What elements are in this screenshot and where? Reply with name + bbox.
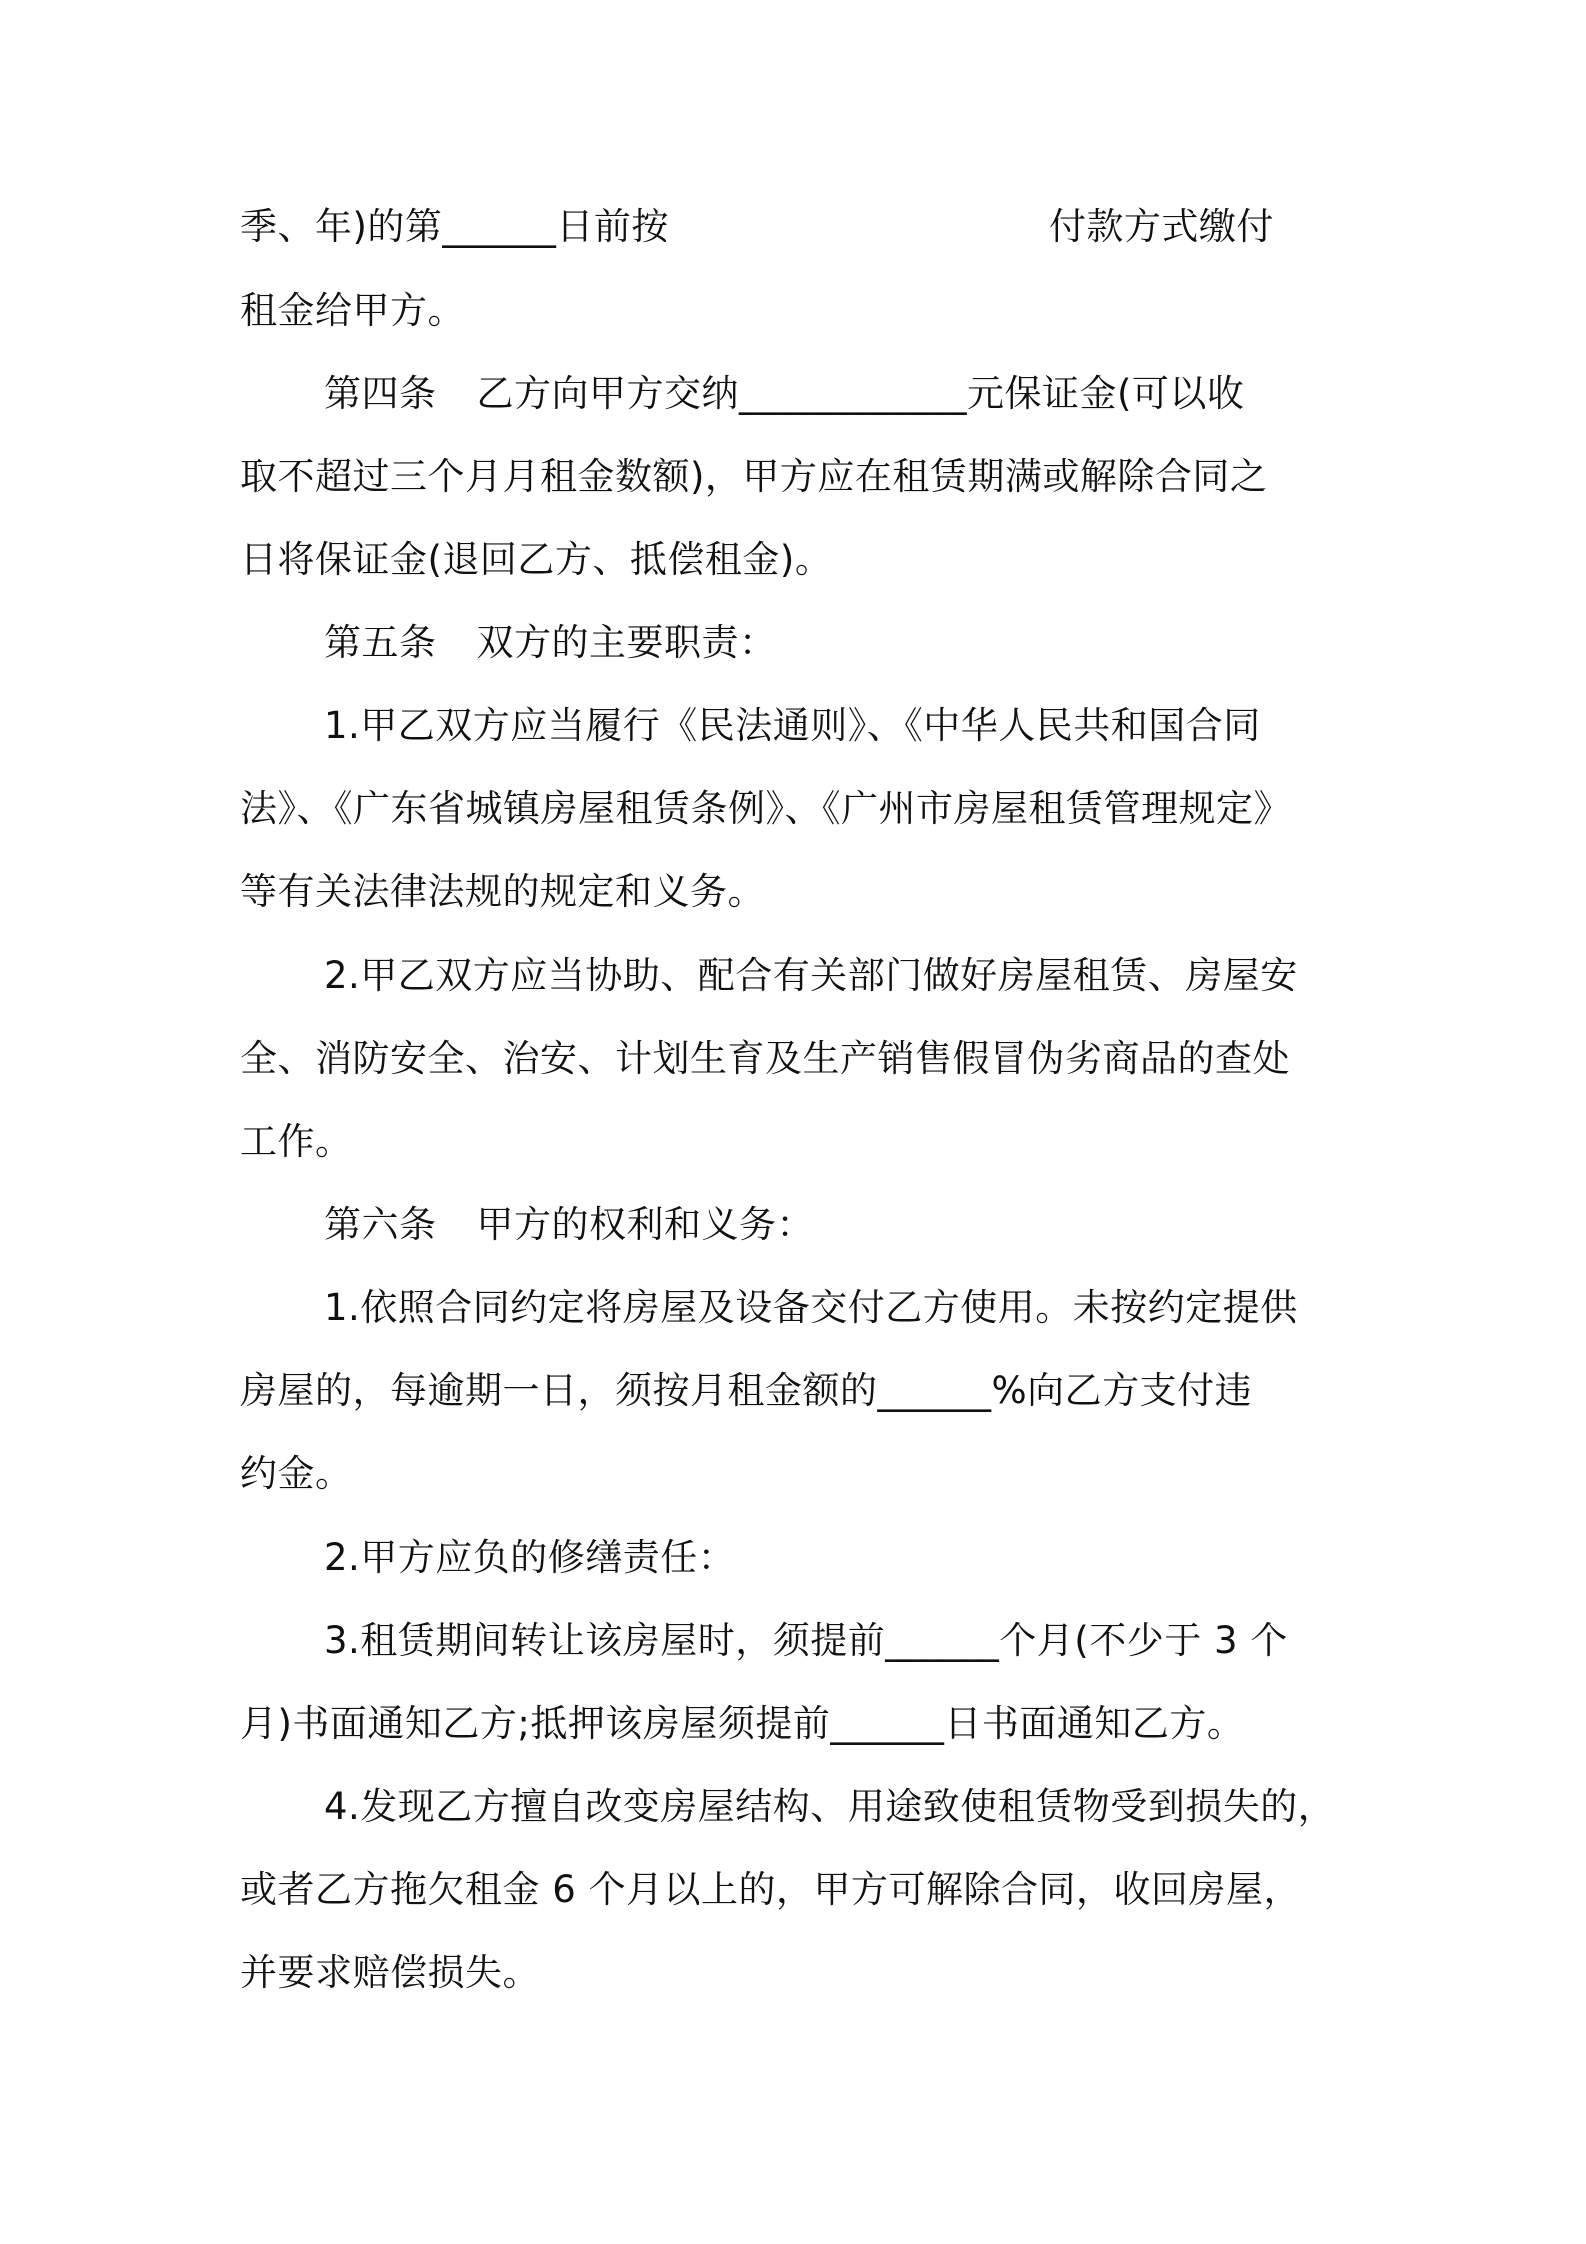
article-number: 第五条: [324, 621, 437, 664]
text-line: 法》、《广东省城镇房屋租赁条例》、《广州市房屋租赁管理规定》: [240, 787, 1291, 830]
article-heading-line: [324, 618, 1360, 668]
text-line: 租金给甲方。: [240, 289, 465, 332]
text-line: 3.租赁期间转让该房屋时，须提前______个月(不少于 3 个: [324, 1619, 1288, 1662]
text-line: 4.发现乙方擅自改变房屋结构、用途致使租赁物受到损失的，: [324, 1785, 1336, 1828]
text-segment: 付款方式缴付: [1048, 205, 1274, 248]
article-heading-line: [324, 369, 1360, 419]
text-line: 或者乙方拖欠租金 6 个月以上的，甲方可解除合同，收回房屋，: [240, 1868, 1302, 1911]
text-line: 并要求赔偿损失。: [240, 1951, 540, 1994]
text-line: [240, 202, 1360, 252]
text-segment: 甲方的权利和义务：: [476, 1203, 814, 1246]
article-number: 第四条: [324, 372, 437, 415]
text-line: 约金。: [240, 1452, 353, 1495]
text-line: 1.依照合同约定将房屋及设备交付乙方使用。未按约定提供: [324, 1286, 1298, 1329]
article-number: 第六条: [324, 1203, 437, 1246]
text-line: 月)书面通知乙方;抵押该房屋须提前______日书面通知乙方。: [240, 1702, 1245, 1745]
text-line: 日将保证金(退回乙方、抵偿租金)。: [240, 538, 833, 581]
article-heading-line: [324, 1200, 1360, 1250]
text-line: 2.甲乙双方应当协助、配合有关部门做好房屋租赁、房屋安: [324, 954, 1298, 997]
text-segment: 乙方向甲方交纳____________元保证金(可以收: [476, 372, 1245, 415]
text-line: 全、消防安全、治安、计划生育及生产销售假冒伪劣商品的查处: [240, 1037, 1290, 1080]
text-line: 等有关法律法规的规定和义务。: [240, 870, 765, 913]
text-line: 取不超过三个月月租金数额)，甲方应在租赁期满或解除合同之: [240, 455, 1268, 498]
text-line: 2.甲方应负的修缮责任：: [324, 1536, 736, 1579]
text-line: 1.甲乙双方应当履行《民法通则》、《中华人民共和国合同: [324, 704, 1261, 747]
text-line: 房屋的，每逾期一日，须按月租金额的______%向乙方支付违: [240, 1369, 1253, 1412]
text-segment: 双方的主要职责：: [476, 621, 777, 664]
text-line: 工作。: [240, 1120, 353, 1163]
text-segment: 季、年)的第______日前按: [240, 205, 669, 248]
